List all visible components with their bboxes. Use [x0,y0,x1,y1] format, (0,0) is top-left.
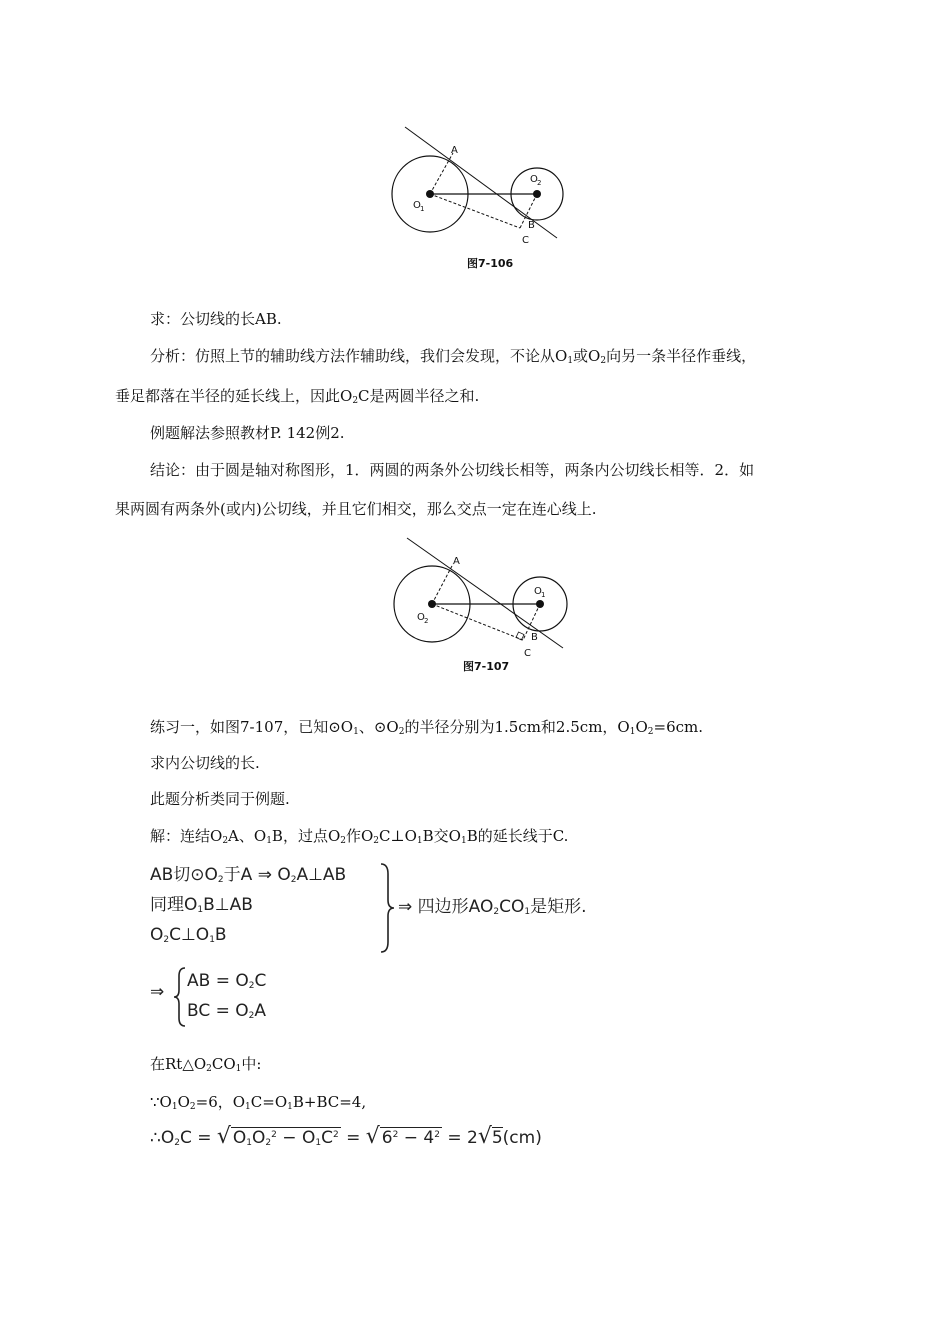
figure-7-107 [385,530,580,680]
label-c: C [522,235,529,246]
figure-7-107-diagram [385,530,580,680]
figure-7-106 [385,120,575,280]
label-a: A [453,556,460,567]
para-analysis: 分析：仿照上节的辅助线方法作辅助线，我们会发现，不论从$O_1$或$O_2$向另一条半径作垂线， [150,347,757,366]
center-o1-dot [536,600,544,608]
para-exercise: 练习一，如图7-107，已知$⊙O_1$、$⊙O_2$的半径分别为1.5cm和2.5cm，$O_1O_2=6cm$. [150,718,704,737]
left-brace [172,966,188,1028]
center-o2-dot [533,190,541,198]
math-implies: ⇒ [150,982,165,1002]
math-eq-2: BC = $O_2A$ [187,1001,267,1021]
label-b: B [531,632,538,643]
para-conclusion: 结论：由于圆是轴对称图形，1．两圆的两条外公切线长相等，两条内公切线长相等．2．如 [150,461,755,479]
label-a: A [451,145,458,156]
label-o2: O [530,174,538,185]
para-rt-triangle: 在$Rt\triangle O_2CO_1$中: [150,1055,262,1074]
right-angle-mark [516,632,524,640]
center-o1-dot [426,190,434,198]
sqrt-radicand-1: $O_1O_2^2 - O_1C^2$ [232,1128,339,1148]
caption-7-107: 图7-107 [463,660,510,673]
sqrt-sign-3: √ [477,1124,492,1149]
label-o1: O [413,200,421,211]
para-find-ab: 求：公切线的长AB. [150,310,282,328]
label-o1-sub: 1 [541,591,546,599]
segment-o1c [430,194,520,228]
math-final: $\therefore O_2C$ = √ $O_1O_2^2 - O_1C^2$ = √ $6^2 - 4^2 = 2√5(cm)$ [150,1124,542,1149]
label-b: B [528,220,535,231]
sqrt-radicand-2: $6^2 - 4^2$ [381,1128,440,1148]
math-conditions [150,860,346,950]
label-o2: O [417,612,425,623]
para-find-internal: 求内公切线的长. [150,754,260,772]
sqrt-sign-1: √ [216,1124,231,1149]
math-row-3: $O_2C\perp O_1B$ [150,925,227,945]
label-o2-sub: 2 [537,179,542,187]
center-o2-dot [428,600,436,608]
para-conclusion-cont: 果两圆有两条外(或内)公切线，并且它们相交，那么交点一定在连心线上. [115,500,597,518]
segment-o2c [432,604,523,640]
label-o2-sub: 2 [424,617,429,625]
para-analysis-cont: 垂足都落在半径的延长线上，因此$O_2C$是两圆半径之和. [115,387,480,406]
math-equalities [187,966,266,1026]
math-rectangle-result: ⇒ 四边形$AO_2CO_1$是矩形. [398,897,587,917]
math-row-1: AB切$⊙O_2$于A ⇒ $O_2A\perp AB$ [150,865,347,885]
para-example-ref: 例题解法参照教材P. 142例2. [150,424,345,442]
math-row-2: 同理$O_1B\perp AB$ [150,895,253,915]
para-similar: 此题分析类同于例题. [150,790,290,808]
para-because: $\because O_1O_2=6$，$O_1C=O_1B+BC=4$, [150,1093,367,1112]
figure-7-106-diagram [385,120,575,280]
label-o1-sub: 1 [420,205,425,213]
right-brace [378,862,398,954]
caption-7-106: 图7-106 [467,257,514,270]
sqrt-radicand-3: 5 [491,1128,503,1148]
math-eq-1: AB = $O_2C$ [187,971,267,991]
label-o1: O [534,586,542,597]
sqrt-sign-2: √ [365,1124,380,1149]
para-solution: 解：连结$O_2A$、$O_1B$，过点$O_2$作$O_2C\perp O_1B$交$O_1B$的延长线于C. [150,827,569,846]
label-c: C [524,648,531,659]
